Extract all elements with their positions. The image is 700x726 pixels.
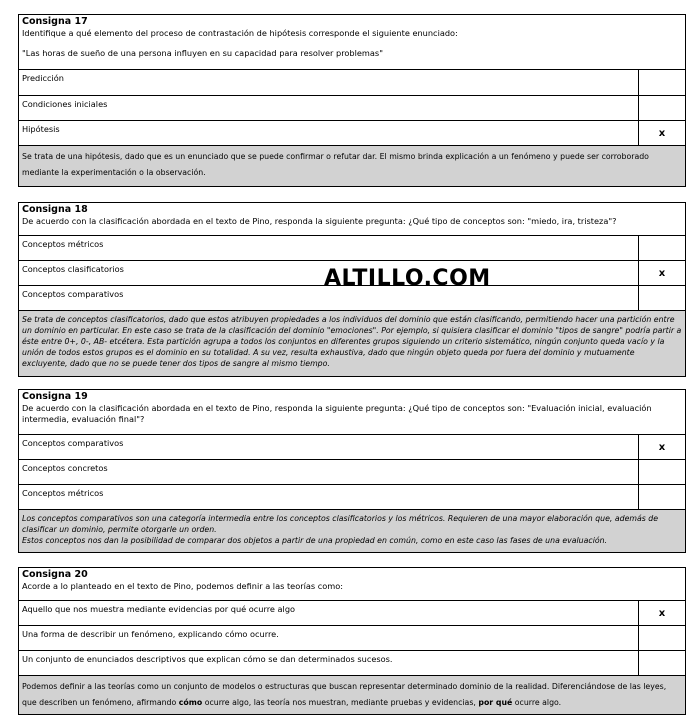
option-mark[interactable]: x <box>658 267 666 279</box>
explanation-box: Se trata de conceptos clasificatorios, dado que estos atribuyen propiedades a los individuos del dominio que están clasificando, permitiendo hacer una partición entre un dominio en particular. En este caso se trata de la clasificación del dominio "emociones". Por ejemplo, si quisiera clasificar el dominio "tipos de sangre" podría partir a éste entre 0+, 0-, AB- etcétera. Esta partición agrupa a todos los conjuntos en diferentes grupos siguiendo un criterio sistemático, ningún conjunto queda vacío y la unión de todos estos grupos es el dominio en su totalidad. A su vez, resulta exhaustiva, dado que ningún objeto queda por fuera del dominio y mutuamente excluyente, dado que no se puede tener dos tipos de sangre al mismo tiempo. <box>19 310 685 376</box>
option-mark[interactable] <box>639 460 685 484</box>
question-block-17 <box>18 14 686 187</box>
option-label: Aquello que nos muestra mediante evidencias por qué ocurre algo <box>19 601 639 625</box>
option-mark[interactable] <box>639 286 685 310</box>
question-header <box>19 15 685 69</box>
question-title: Consigna 20 <box>22 569 88 580</box>
question-block-19 <box>18 389 686 553</box>
option-mark[interactable] <box>639 485 685 509</box>
option-row[interactable] <box>19 95 685 120</box>
option-row[interactable] <box>19 625 685 650</box>
option-row[interactable] <box>19 650 685 675</box>
explanation-text: ocurre algo, las teoría nos muestran, mediante pruebas y evidencias, <box>202 698 479 707</box>
option-mark[interactable]: x <box>658 441 666 453</box>
question-block-20 <box>18 567 686 715</box>
option-row[interactable] <box>19 484 685 509</box>
option-mark[interactable] <box>639 96 685 120</box>
question-header <box>19 203 685 235</box>
option-label: Predicción <box>19 70 639 95</box>
option-row[interactable] <box>19 235 685 260</box>
explanation-text: Los conceptos comparativos son una categoría intermedia entre los conceptos clasificatorios y los métricos. Requieren de una mayor elaboración que, además de clasificar un dominio, permite otorgarle un orden. <box>22 514 659 534</box>
option-label: Conceptos métricos <box>19 485 639 509</box>
explanation-box <box>19 675 685 714</box>
option-mark[interactable] <box>639 626 685 650</box>
question-quote: "Las horas de sueño de una persona influyen en su capacidad para resolver problemas" <box>22 48 383 58</box>
option-label: Conceptos comparativos <box>19 435 639 459</box>
option-label: Un conjunto de enunciados descriptivos que explican cómo se dan determinados sucesos. <box>19 651 639 675</box>
option-mark[interactable]: x <box>658 127 666 139</box>
option-row[interactable] <box>19 69 685 95</box>
option-label: Conceptos comparativos <box>19 286 639 310</box>
option-row[interactable] <box>19 459 685 484</box>
option-label: Conceptos concretos <box>19 460 639 484</box>
option-mark[interactable]: x <box>658 607 666 619</box>
explanation-box: Se trata de una hipótesis, dado que es un enunciado que se puede confirmar o refutar dar. El mismo brinda explicación a un fenómeno y puede ser corroborado mediante la experimentación o la observación. <box>19 145 685 186</box>
option-mark[interactable] <box>639 236 685 260</box>
question-header <box>19 568 685 600</box>
explanation-bold: cómo <box>178 698 203 707</box>
question-text: Acorde a lo planteado en el texto de Pino, podemos definir a las teorías como: <box>22 581 344 591</box>
option-row[interactable] <box>19 434 685 459</box>
question-text: De acuerdo con la clasificación abordada en el texto de Pino, responda la siguiente pregunta: ¿Qué tipo de conceptos son: "Evaluación inicial, evaluación intermedia, evaluación final"? <box>22 403 652 424</box>
question-title: Consigna 17 <box>22 16 88 27</box>
option-label: Una forma de describir un fenómeno, explicando cómo ocurre. <box>19 626 639 650</box>
question-title: Consigna 18 <box>22 204 88 215</box>
question-header <box>19 390 685 434</box>
watermark-text: ALTILLO.COM <box>324 266 491 291</box>
explanation-box <box>19 509 685 552</box>
question-text: De acuerdo con la clasificación abordada en el texto de Pino, responda la siguiente pregunta: ¿Qué tipo de conceptos son: "miedo, ira, tristeza"? <box>22 216 617 226</box>
question-text: Identifique a qué elemento del proceso de contrastación de hipótesis corresponde el siguiente enunciado: <box>22 28 458 38</box>
option-label: Hipótesis <box>19 121 639 145</box>
option-label: Conceptos clasificatorios <box>19 261 639 285</box>
explanation-text: Podemos definir a las teorías como un conjunto de modelos o estructuras que buscan representar determinado dominio de la realidad. Diferenciándose de las leyes, que describen un fenómeno, afirmando <box>22 682 667 707</box>
explanation-text: ocurre algo. <box>512 698 562 707</box>
option-row[interactable] <box>19 600 685 625</box>
option-row[interactable] <box>19 120 685 145</box>
question-title: Consigna 19 <box>22 391 88 402</box>
option-label: Condiciones iniciales <box>19 96 639 120</box>
explanation-text: Estos conceptos nos dan la posibilidad de comparar dos objetos a partir de una propiedad en común, como en este caso las fases de una evaluación. <box>22 536 608 545</box>
explanation-bold: por qué <box>478 698 513 707</box>
option-label: Conceptos métricos <box>19 236 639 260</box>
option-mark[interactable] <box>639 651 685 675</box>
option-mark[interactable] <box>639 70 685 95</box>
